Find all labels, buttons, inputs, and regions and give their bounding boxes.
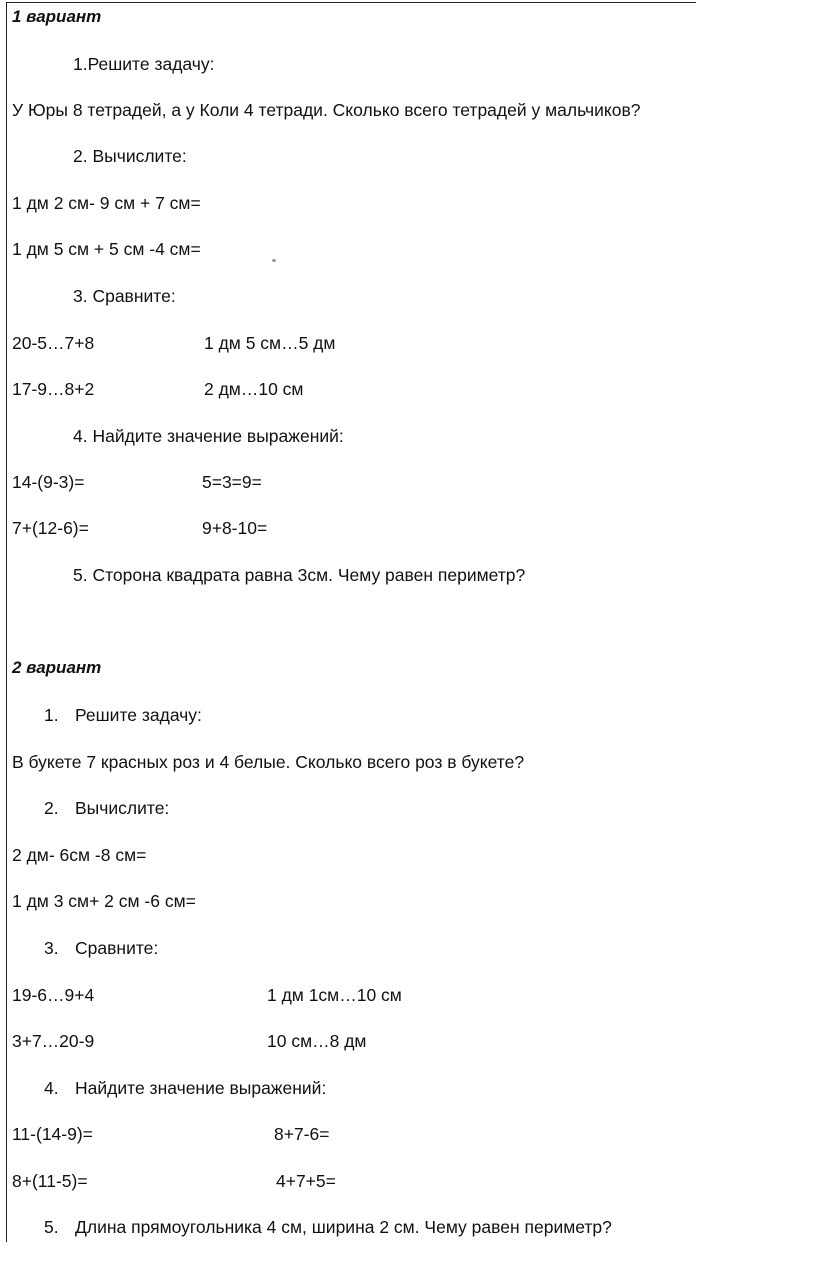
v2-task2-number: 2. (44, 798, 59, 818)
v1-task3-heading: 3. Сравните: (73, 286, 176, 306)
v2-task4-row2-left: 8+(11-5)= (12, 1171, 88, 1191)
v1-task4-row2-right: 9+8-10= (202, 518, 268, 538)
v2-task3-number: 3. (44, 938, 59, 958)
v2-task4-number: 4. (44, 1078, 59, 1098)
v2-task4-row1-right: 8+7-6= (274, 1124, 330, 1144)
v2-task5-number: 5. (44, 1217, 59, 1237)
v1-task4-row1-left: 14-(9-3)= (12, 472, 85, 492)
v1-task4-row1-right: 5=3=9= (202, 472, 262, 492)
v1-task3-row2-right: 2 дм…10 см (204, 379, 304, 399)
v2-task3-row2-right: 10 см…8 дм (267, 1031, 367, 1051)
v2-task1-heading: Решите задачу: (75, 705, 202, 725)
v1-task5-heading: 5. Сторона квадрата равна 3см. Чему равен периметр? (73, 565, 526, 585)
v2-task4-heading: Найдите значение выражений: (75, 1078, 327, 1098)
variant2-title: 2 вариант (12, 658, 102, 677)
v1-task4-heading: 4. Найдите значение выражений: (73, 426, 344, 446)
v1-task2-heading: 2. Вычислите: (73, 146, 187, 166)
v2-task2-heading: Вычислите: (75, 798, 170, 818)
v1-task3-row1-left: 20-5…7+8 (12, 333, 95, 353)
v2-task3-row2-left: 3+7…20-9 (12, 1031, 95, 1051)
v1-task1-text: У Юры 8 тетрадей, а у Коли 4 тетради. Сколько всего тетрадей у мальчиков? (12, 100, 641, 120)
v2-task3-row1-right: 1 дм 1см…10 см (267, 985, 402, 1005)
v2-task2-line-1: 2 дм- 6см -8 см= (12, 845, 147, 865)
v2-task5-heading: Длина прямоугольника 4 см, ширина 2 см. Чему равен периметр? (75, 1217, 612, 1237)
v1-task2-line-1: 1 дм 2 см- 9 см + 7 см= (12, 193, 201, 213)
variant1-title: 1 вариант (12, 7, 102, 26)
v2-task4-row2-right: 4+7+5= (276, 1171, 336, 1191)
v2-task3-heading: Сравните: (75, 938, 159, 958)
v2-task1-number: 1. (44, 705, 59, 725)
scan-speck (272, 259, 276, 262)
v2-task2-line-2: 1 дм 3 см+ 2 см -6 см= (12, 891, 196, 911)
v2-task1-text: В букете 7 красных роз и 4 белые. Сколько всего роз в букете? (12, 752, 525, 772)
v2-task4-row1-left: 11-(14-9)= (12, 1124, 93, 1144)
v1-task4-row2-left: 7+(12-6)= (12, 518, 89, 538)
v1-task3-row2-left: 17-9…8+2 (12, 379, 95, 399)
v1-task1-heading: 1.Решите задачу: (73, 54, 215, 74)
page-top-border (6, 2, 696, 3)
v2-task3-row1-left: 19-6…9+4 (12, 985, 95, 1005)
v1-task2-line-2: 1 дм 5 см + 5 см -4 см= (12, 239, 201, 259)
page-left-border (6, 2, 7, 1242)
v1-task3-row1-right: 1 дм 5 см…5 дм (204, 333, 336, 353)
